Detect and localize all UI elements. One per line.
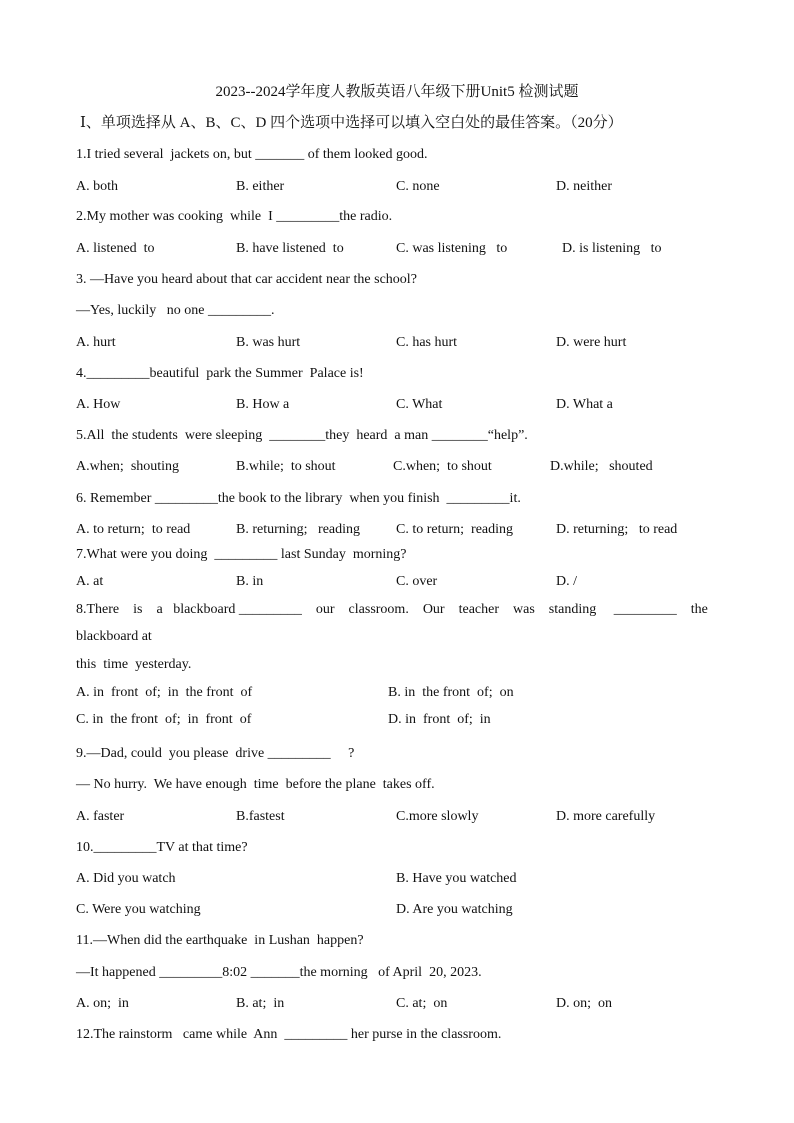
question-stem: 12.The rainstorm came while Ann _________ her purse in the classroom. [76, 1027, 502, 1042]
option-a: A. to return; to read [76, 522, 191, 537]
question-stem: 5.All the students were sleeping ________they heard a man ________“help”. [76, 428, 528, 443]
option-d: D. is listening to [562, 241, 662, 256]
question-stem: 11.—When did the earthquake in Lushan happen? [76, 933, 364, 948]
question-stem: 6. Remember _________the book to the library when you finish _________it. [76, 491, 521, 506]
option-a: A. faster [76, 809, 125, 824]
option-d: D. neither [556, 179, 612, 194]
option-b: B. either [236, 179, 285, 194]
option-c: C. What [396, 397, 443, 412]
question-stem-line: —Yes, luckily no one _________. [76, 303, 275, 318]
option-c: C. Were you watching [76, 902, 201, 917]
option-d: D. on; on [556, 996, 612, 1011]
option-d: D.while; shouted [550, 459, 653, 474]
option-d: D. Are you watching [396, 902, 513, 917]
option-b: B.while; to shout [236, 459, 336, 474]
option-c: C. to return; reading [396, 522, 514, 537]
question-stem: 9.—Dad, could you please drive _________ ? [76, 746, 355, 761]
option-b: B. at; in [236, 996, 285, 1011]
section-heading: Ⅰ、单项选择从 A、B、C、D 四个选项中选择可以填入空白处的最佳答案。（20分） [80, 115, 623, 131]
question-stem-line: blackboard at [76, 629, 152, 644]
option-a: A. in front of; in the front of [76, 685, 253, 700]
option-b: B. have listened to [236, 241, 344, 256]
option-d: D. in front of; in [388, 712, 491, 727]
question-stem: 7.What were you doing _________ last Sunday morning? [76, 547, 407, 562]
question-stem: 3. —Have you heard about that car accident near the school? [76, 272, 417, 287]
option-d: D. What a [556, 397, 613, 412]
option-b: B. How a [236, 397, 290, 412]
option-b: B. returning; reading [236, 522, 361, 537]
option-a: A. at [76, 574, 104, 589]
option-d: D. returning; to read [556, 522, 678, 537]
option-b: B. Have you watched [396, 871, 517, 886]
option-d: D. were hurt [556, 335, 627, 350]
question-stem: 1.I tried several jackets on, but _______ of them looked good. [76, 147, 428, 162]
option-b: B. in the front of; on [388, 685, 514, 700]
option-d: D. / [556, 574, 577, 589]
question-stem-line: — No hurry. We have enough time before the plane takes off. [76, 777, 435, 792]
option-a: A.when; shouting [76, 459, 180, 474]
option-a: A. listened to [76, 241, 155, 256]
option-c: C. was listening to [396, 241, 508, 256]
question-stem: 8.There is a blackboard _________ our classroom. Our teacher was standing _________ the [76, 602, 708, 617]
question-stem: 10._________TV at that time? [76, 840, 248, 855]
exam-title: 2023--2024学年度人教版英语八年级下册Unit5 检测试题 [215, 84, 579, 100]
option-b: B. in [236, 574, 264, 589]
option-c: C. in the front of; in front of [76, 712, 252, 727]
option-a: A. Did you watch [76, 871, 176, 886]
option-d: D. more carefully [556, 809, 656, 824]
option-b: B. was hurt [236, 335, 301, 350]
option-c: C. has hurt [396, 335, 458, 350]
option-c: C. at; on [396, 996, 448, 1011]
option-a: A. both [76, 179, 118, 194]
option-c: C.when; to shout [393, 459, 492, 474]
option-c: C. over [396, 574, 438, 589]
option-c: C.more slowly [396, 809, 479, 824]
option-a: A. on; in [76, 996, 129, 1011]
question-stem: 4._________beautiful park the Summer Palace is! [76, 366, 364, 381]
option-b: B.fastest [236, 809, 285, 824]
question-stem-line: —It happened _________8:02 _______the morning of April 20, 2023. [76, 965, 482, 980]
option-a: A. hurt [76, 335, 116, 350]
option-c: C. none [396, 179, 440, 194]
question-stem-line: this time yesterday. [76, 657, 192, 672]
question-stem: 2.My mother was cooking while I _________the radio. [76, 209, 393, 224]
option-a: A. How [76, 397, 121, 412]
